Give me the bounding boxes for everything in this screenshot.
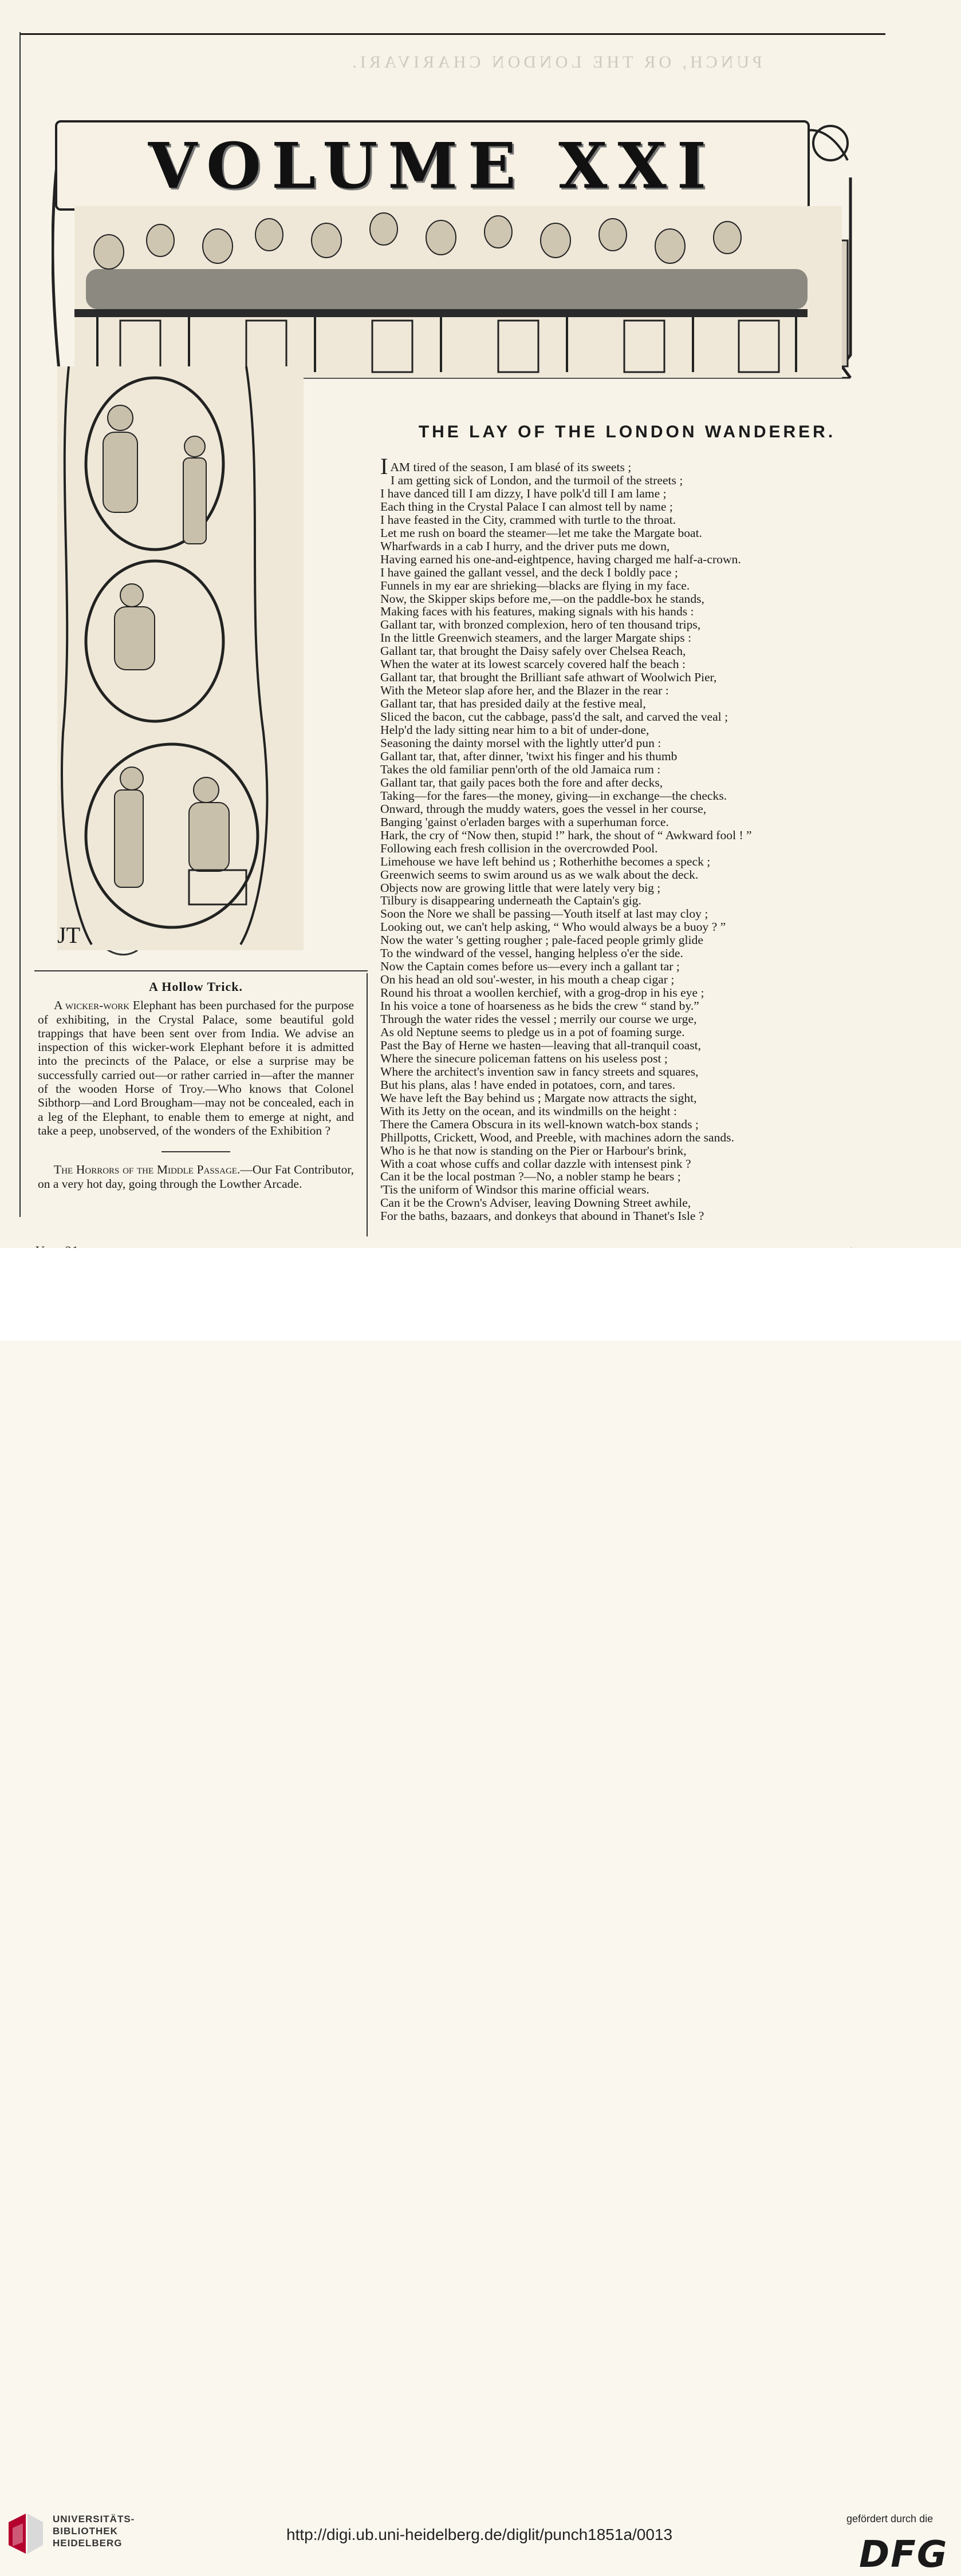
poem-line: Help'd the lady sitting near him to a bit of under-done, [380, 723, 649, 737]
poem-line: Wharfwards in a cab I hurry, and the driver puts me down, [380, 539, 670, 553]
column-rule [367, 973, 368, 1236]
illustrator-monogram: JT [57, 922, 80, 948]
poem-line: I have gained the gallant vessel, and the deck I boldly pace ; [380, 565, 678, 579]
viewer-footer [0, 1248, 961, 2576]
side-column [38, 980, 354, 1191]
poem-line: Through the water rides the vessel ; merrily our course we urge, [380, 1012, 697, 1026]
running-head-bleedthrough: PUNCH, OR THE LONDON CHARIVARI. [349, 53, 762, 72]
drop-cap: I [380, 453, 388, 479]
poem-line: Can it be the Crown's Adviser, leaving Downing Street awhile, [380, 1196, 691, 1210]
poem-line: Past the Bay of Herne we hasten—leaving that all-tranquil coast, [380, 1038, 702, 1052]
source-url-link[interactable]: http://digi.ub.uni-heidelberg.de/diglit/punch1851a/0013 [286, 2526, 673, 2543]
poem-line: Where the sinecure policeman fattens on his useless post ; [380, 1051, 668, 1065]
poem-line: Tilbury is disappearing underneath the Captain's gig. [380, 894, 641, 908]
poem-line: Onward, through the muddy waters, goes the vessel in her course, [380, 801, 707, 816]
poem-line: Gallant tar, that, after dinner, 'twixt his finger and his thumb [380, 749, 678, 763]
poem-line: We have left the Bay behind us ; Margate now attracts the sight, [380, 1091, 697, 1105]
short-rule [162, 1151, 230, 1152]
poem-body [380, 453, 873, 1223]
poem-line: Takes the old familiar penn'orth of the old Jamaica rum : [380, 762, 661, 776]
poem-title: THE LAY OF THE LONDON WANDERER. [418, 422, 836, 441]
section-rule [34, 970, 368, 971]
poem-line: In his voice a tone of hoarseness as he bids the crew “ stand by.” [380, 999, 699, 1013]
scanned-page [0, 0, 961, 1248]
poem-line: For the baths, bazaars, and donkeys that abound in Thanet's Isle ? [380, 1209, 704, 1223]
dfg-logo: DFG [859, 2534, 948, 2576]
poem-line: With the Meteor slap afore her, and the Blazer in the rear : [380, 683, 669, 698]
poem-line: Now the water 's getting rougher ; pale-faced people grimly glide [380, 933, 703, 947]
poem-line: Making faces with his features, making signals with his hands : [380, 605, 694, 619]
poem-line: Following each fresh collision in the overcrowded Pool. [380, 841, 658, 855]
poem-line: 'Tis the uniform of Windsor this marine official wears. [380, 1183, 649, 1197]
poem-line: Limehouse we have left behind us ; Rotherhithe becomes a speck ; [380, 854, 711, 868]
poem-line: IAM tired of the season, I am blasé of its sweets ; [380, 453, 632, 479]
poem-line: But his plans, alas ! have ended in potatoes, corn, and tares. [380, 1077, 676, 1092]
poem-line: Hark, the cry of “Now then, stupid !” hark, the shout of “ Awkward fool ! ” [380, 828, 752, 842]
poem-line: Seasoning the dainty morsel with the lightly utter'd pun : [380, 736, 661, 750]
poem-line: Banging 'gainst o'erladen barges with a superhuman force. [380, 815, 669, 829]
university-logo-icon [6, 2511, 46, 2557]
poem-line: Now, the Skipper skips before me,—on the paddle-box he stands, [380, 591, 704, 606]
poem-line: Round his throat a woollen kerchief, with a grog-drop in his eye ; [380, 986, 704, 1000]
middle-passage-paragraph: The Horrors of the Middle Passage.—Our Fat Contributor, on a very hot day, going through the Lowther Arcade. [38, 1163, 354, 1191]
poem-line: I have danced till I am dizzy, I have polk'd till I am lame ; [380, 486, 667, 500]
poem-line: Gallant tar, that brought the Brilliant safe athwart of Woolwich Pier, [380, 670, 717, 685]
poem-line: I have feasted in the City, crammed with turtle to the throat. [380, 512, 676, 527]
poem-line: Objects now are growing little that were lately very big ; [380, 880, 661, 895]
volume-banner [55, 120, 810, 211]
poem-line: Who is he that now is standing on the Pier or Harbour's brink, [380, 1143, 687, 1157]
poem-line: As old Neptune seems to pledge us in a pot of foaming surge. [380, 1025, 685, 1039]
poem-line: With its Jetty on the ocean, and its windmills on the height : [380, 1104, 677, 1118]
poem-line: Looking out, we can't help asking, “ Who would always be a buoy ? ” [380, 920, 726, 934]
banner-title: VOLUME XXI [148, 128, 717, 203]
poem-line: When the water at its lowest scarcely covered half the beach : [380, 657, 686, 671]
poem-line: Where the architect's invention saw in fancy streets and squares, [380, 1064, 699, 1078]
poem-line: On his head an old sou'-wester, in his mouth a cheap cigar ; [380, 973, 675, 987]
university-name: UNIVERSITÄTS- BIBLIOTHEK HEIDELBERG [53, 2514, 135, 2549]
poem-line: There the Camera Obscura in its well-known watch-box stands ; [380, 1117, 699, 1131]
poem-line: Funnels in my ear are shrieking—blacks are flying in my face. [380, 578, 690, 592]
poem-line: Phillpotts, Crickett, Wood, and Preeble, with machines adorn the sands. [380, 1130, 734, 1144]
poem-line: Now the Captain comes before us—every inch a gallant tar ; [380, 959, 680, 974]
side-illustration [57, 366, 304, 950]
poem-line: To the windward of the vessel, hanging helpless o'er the side. [380, 946, 683, 961]
poem-line: Can it be the local postman ?—No, a nobler stamp he bears ; [380, 1170, 681, 1184]
feast-illustration [74, 206, 842, 378]
poem-line: I am getting sick of London, and the turmoil of the streets ; [391, 473, 683, 487]
poem-line: In the little Greenwich steamers, and the larger Margate ships : [380, 631, 692, 645]
poem-line: With a coat whose cuffs and collar dazzle with intensest pink ? [380, 1156, 691, 1171]
poem-line: Having earned his one-and-eightpence, having charged me half-a-crown. [380, 552, 741, 566]
sponsor-text: gefördert durch die [846, 2513, 934, 2524]
poem-line: Gallant tar, that brought the Daisy safely over Chelsea Reach, [380, 644, 686, 658]
poem-line: Greenwich seems to swim around us as we walk about the deck. [380, 867, 699, 882]
hollow-trick-heading: A Hollow Trick. [149, 979, 243, 994]
poem-line: Taking—for the fares—the money, giving—in exchange—the checks. [380, 788, 727, 803]
poem-line: Gallant tar, that has presided daily at the festive meal, [380, 697, 646, 711]
poem-line: Let me rush on board the steamer—let me take the Margate boat. [380, 526, 703, 540]
poem-line: Sliced the bacon, cut the cabbage, pass'd the salt, and carved the veal ; [380, 710, 728, 724]
poem-line: Each thing in the Crystal Palace I can almost tell by name ; [380, 499, 673, 513]
top-rule [21, 33, 885, 35]
hollow-trick-paragraph: A wicker-work Elephant has been purchased for the purpose of exhibiting, in the Crystal Palace, some beautiful gold trappings that have been sent over from India. We advise an inspection of this wicker-work Elephant before it is admitted into the precincts of the Palace, or else a surprise may be successfully carried out—or rather carried in—after the manner of the wooden Horse of Troy.—Who knows that Colonel Sibthorp—and Lord Brougham—may not be concealed, each in a leg of the Elephant, to enable them to emerge at night, and take a peep, unobserved, of the wonders of the Exhibition ? [38, 998, 354, 1137]
poem-line: Soon the Nore we shall be passing—Youth itself at last may cloy ; [380, 907, 708, 921]
poem-line: Gallant tar, with bronzed complexion, hero of ten thousand trips, [380, 618, 701, 632]
poem-line: Gallant tar, that gaily paces both the fore and after decks, [380, 775, 663, 789]
